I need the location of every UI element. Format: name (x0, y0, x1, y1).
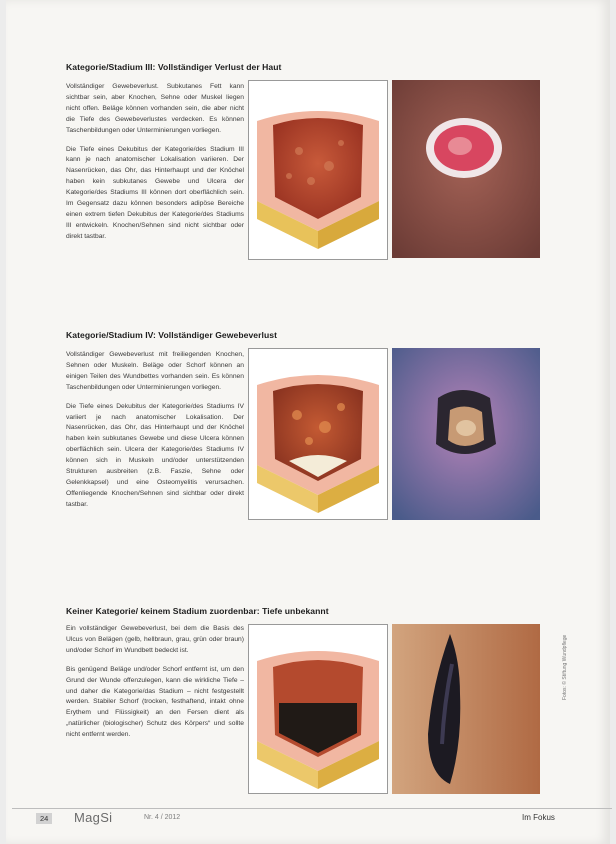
illustration-stage-4 (248, 348, 388, 520)
paragraph: Die Tiefe eines Dekubitus der Kategorie/des Stadiums IV variiert je nach anatomischer Lokalisation. Der Nasenrücken, das Ohr, das Hinterhaupt und der Knöchel haben kein subkutanes Gewebe und diese Ulcera können oberflächlich sein. Ulcera der Kategorie/des Stadiums IV können sich in Muskeln und/oder unterstützenden Strukturen ausbreiten (z.B. Faszie, Sehne oder Gelenkkapsel) und eine Osteomyelitis verursachen. Offenliegende Knochen/Sehnen sind sichtbar oder direkt tastbar. (66, 402, 244, 508)
paragraph: Vollständiger Gewebeverlust mit freiliegenden Knochen, Sehnen oder Muskeln. Beläge oder Schorf können an einigen Teilen des Wundbettes vorhanden sein. Es können Taschenbildungen oder Unterminierungen vorliegen. (66, 351, 244, 391)
section-stage-4 (66, 330, 556, 340)
paragraph: Vollständiger Gewebeverlust. Subkutanes Fett kann sichtbar sein, aber Knochen, Sehne oder Muskel liegen nicht offen. Beläge können vorhanden sein, die aber nicht die Tiefe des Gewebeverlustes verdecken. Es können Taschenbildungen oder Unterminierungen vorliegen. (66, 83, 244, 134)
section-unstageable (66, 606, 556, 616)
topic-label: Im Fokus (522, 813, 555, 822)
section-text (66, 82, 244, 251)
section-title: Kategorie/Stadium III: Vollständiger Verlust der Haut (66, 62, 282, 72)
paragraph: Bis genügend Beläge und/oder Schorf entfernt ist, um den Grund der Wunde offenzulegen, kann die wirkliche Tiefe – und daher die Kategorie/das Stadium – nicht festgestellt werden. Stabiler Schorf (trocken, festhaftend, intakt ohne Erythem und Flüssigkeit) an den Fersen dient als „natürlicher (biologischer) Schutz des Körpers“ und sollte nicht entfernt werden. (66, 665, 244, 739)
photo-stage-4 (392, 348, 540, 520)
photo-credit: Fotos: © Stiftung Wundpflege (562, 634, 568, 700)
photo-unstageable (392, 624, 540, 794)
section-title: Keiner Kategorie/ keinem Stadium zuordenbar: Tiefe unbekannt (66, 606, 329, 616)
section-text (66, 624, 244, 749)
magazine-name: MagSi (74, 810, 113, 825)
issue-label: Nr. 4 / 2012 (144, 814, 181, 821)
page-footer (12, 808, 612, 829)
section-stage-3 (66, 62, 556, 72)
page (6, 0, 610, 844)
illustration-unstageable (248, 624, 388, 794)
illustration-stage-3 (248, 80, 388, 260)
section-text (66, 350, 244, 519)
paragraph: Ein vollständiger Gewebeverlust, bei dem die Basis des Ulcus von Belägen (gelb, hellbraun, grau, grün oder braun) und/oder Schorf im Wundbett bedeckt ist. (66, 625, 244, 654)
section-title: Kategorie/Stadium IV: Vollständiger Gewebeverlust (66, 330, 277, 340)
page-number: 24 (36, 813, 52, 824)
photo-stage-3 (392, 80, 540, 258)
paragraph: Die Tiefe eines Dekubitus der Kategorie/des Stadium III kann je nach anatomischer Lokalisation variieren. Der Nasenrücken, das Ohr, das Hinterhaupt und der Knöchel haben kein subkutanes Gewebe und Ulcera der Kategorie/des Stadiums III können dort oberflächlich sein. Im Gegensatz dazu können besonders adipöse Bereiche einen extrem tiefen Dekubitus der Kategorie/des Stadiums III entwickeln. Knochen/Sehnen sind nicht sichtbar oder direkt tastbar. (66, 145, 244, 240)
